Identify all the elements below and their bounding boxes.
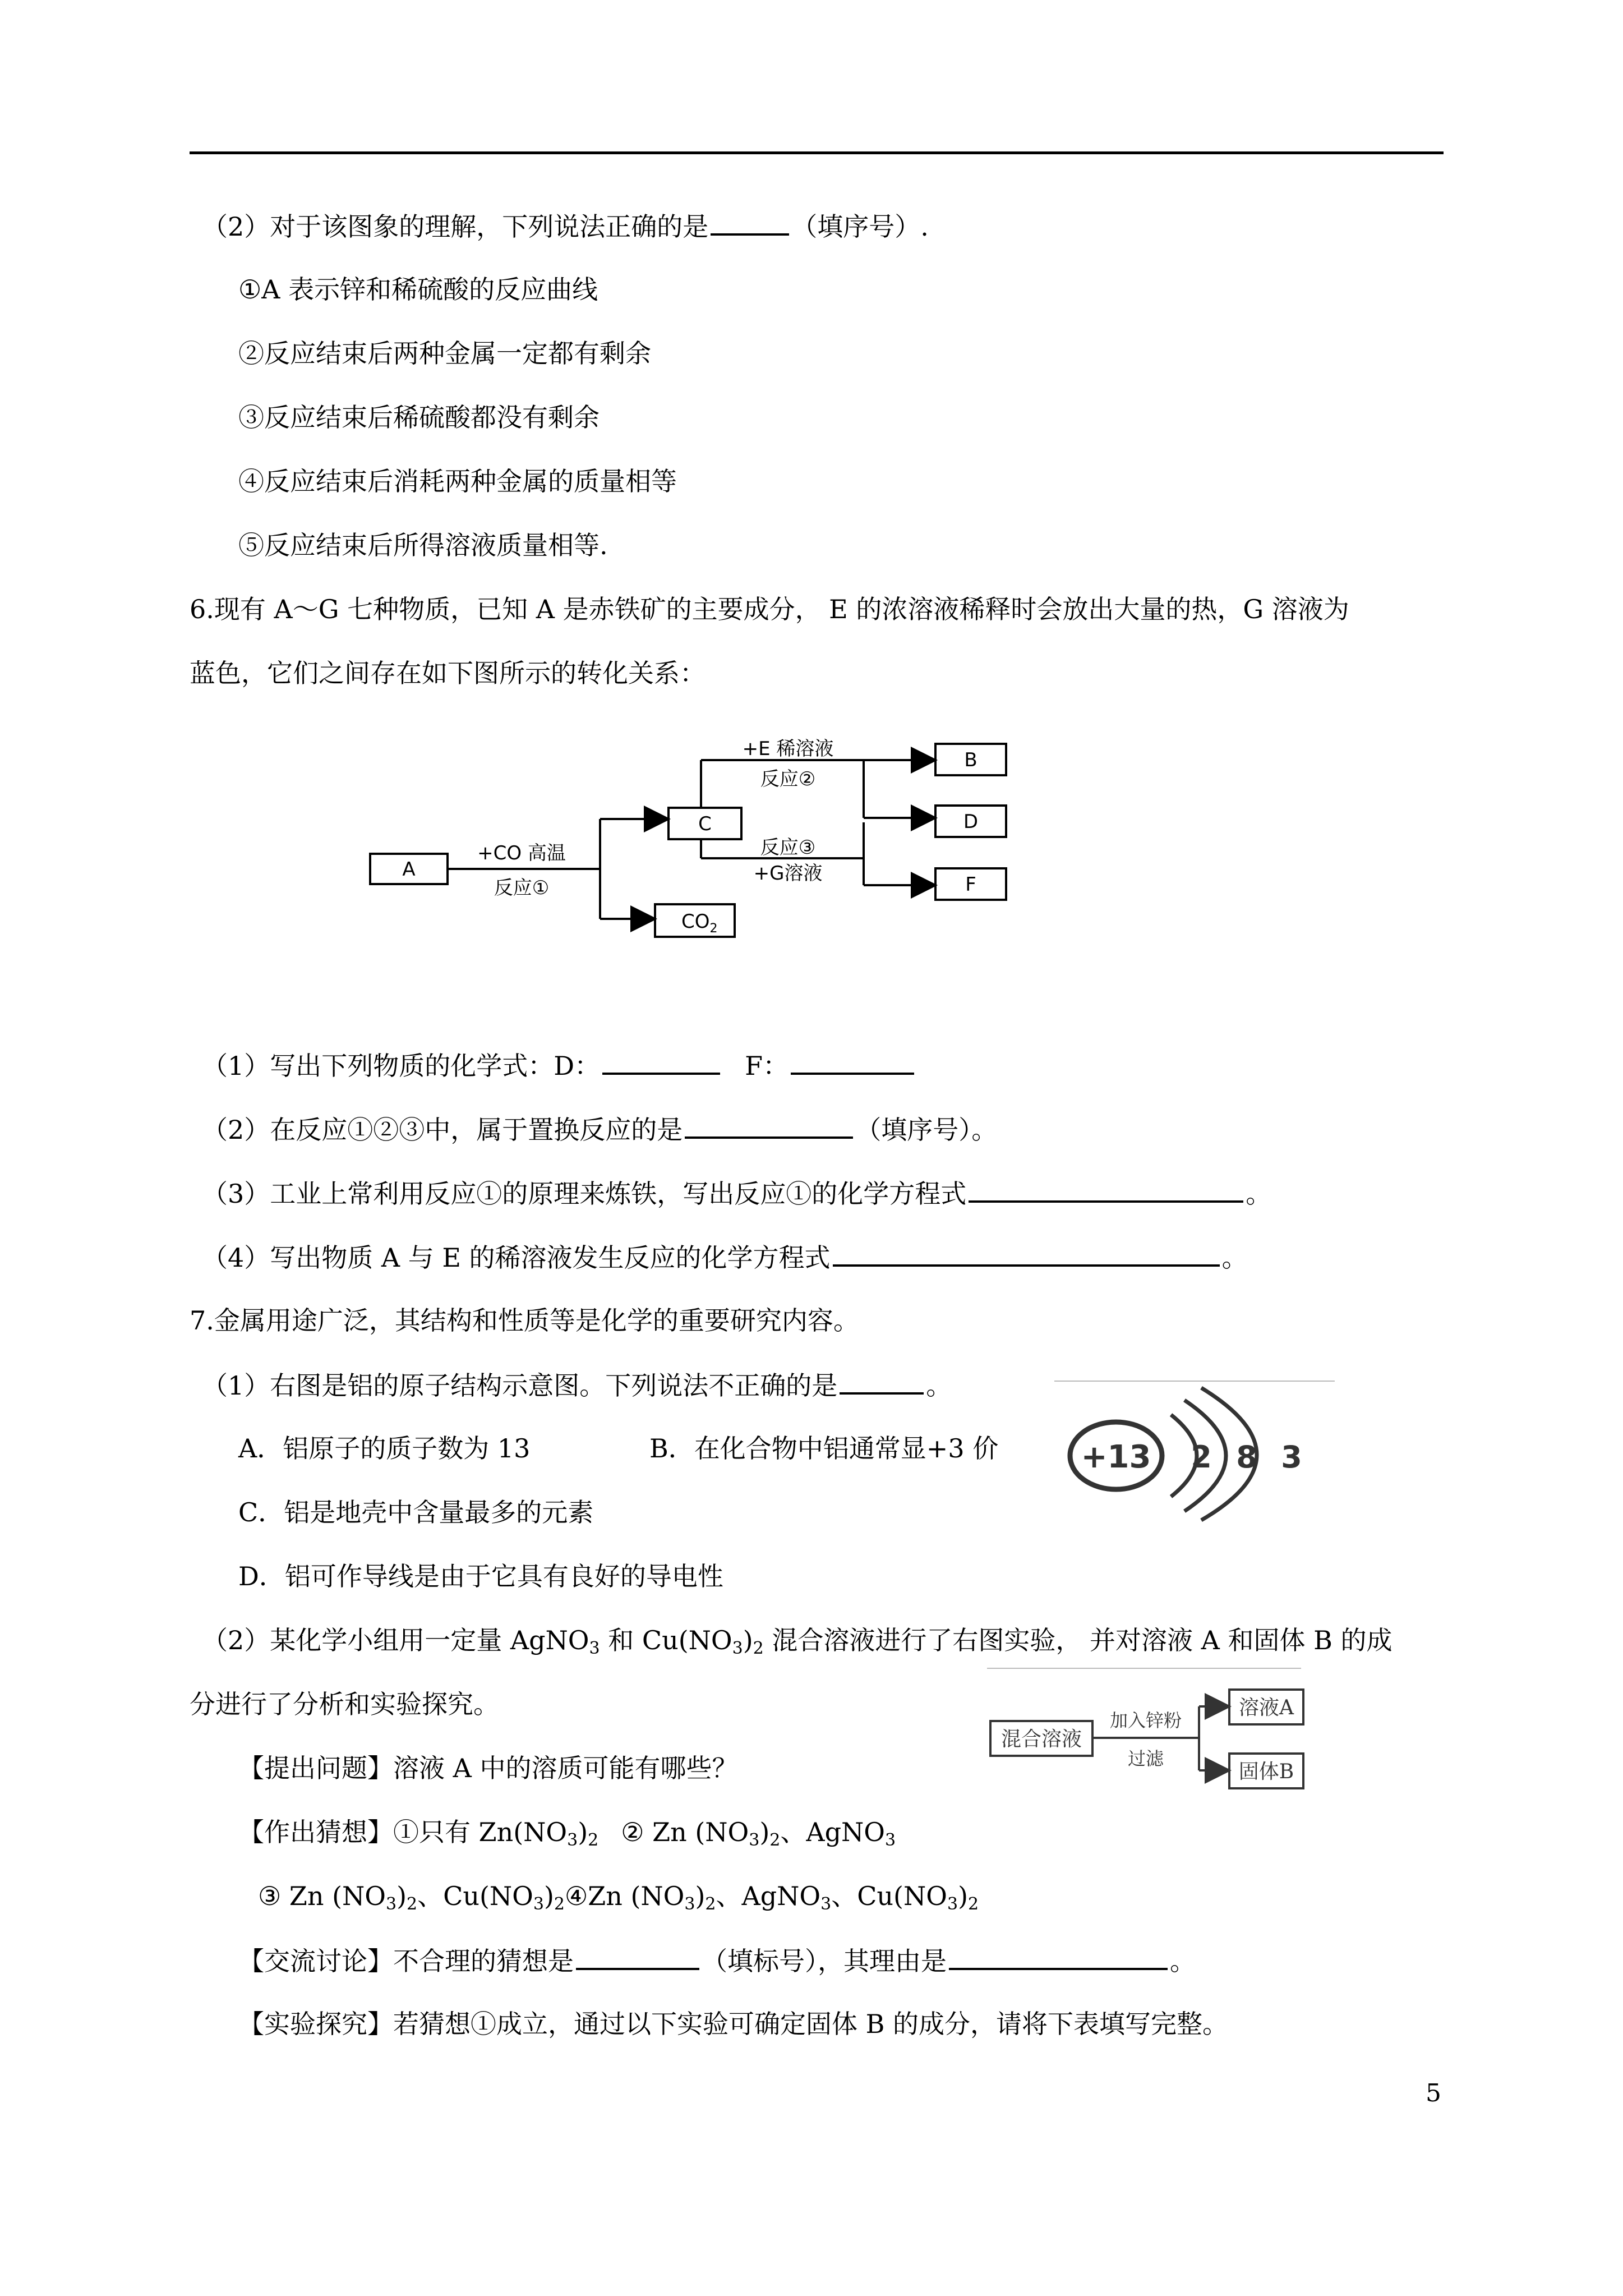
label-plus-g: +G溶液 bbox=[753, 862, 823, 885]
box-a-label: A bbox=[402, 858, 416, 881]
label-co-high-temp: +CO 高温 bbox=[477, 842, 566, 864]
mixed-solution-label: 混合溶液 bbox=[1000, 1728, 1082, 1751]
q7-discuss: 【交流讨论】不合理的猜想是 （填标号），其理由是 。 bbox=[238, 1943, 1196, 1978]
q5-option-5: ⑤反应结束后所得溶液质量相等. bbox=[238, 530, 608, 560]
nucleus-charge: +13 bbox=[1081, 1439, 1151, 1475]
q6-sub2: （2）在反应①②③中，属于置换反应的是 （填序号）。 bbox=[202, 1112, 997, 1147]
label-reaction-3: 反应③ bbox=[760, 836, 816, 859]
q7-guess-line2: ③ Zn $(NO_3)_2$、$Cu(NO_3)_2④Zn$ $(NO_3)_2$、AgNO$_3$、$Cu(NO_3)_2$ bbox=[258, 1881, 979, 1914]
q5-option-1: ①A 表示锌和稀硫酸的反应曲线 bbox=[238, 274, 598, 305]
box-f-label: F bbox=[965, 873, 976, 896]
shell-2-electrons: 8 bbox=[1236, 1439, 1257, 1475]
q7-sub2-line2: 分进行了分析和实验探究。 bbox=[190, 1689, 499, 1719]
q7-option-b: B．在化合物中铝通常显+3 价 bbox=[649, 1433, 999, 1464]
q6-sub1: （1）写出下列物质的化学式：D： F： bbox=[202, 1048, 916, 1083]
box-c-label: C bbox=[698, 813, 712, 835]
q7-explore: 【实验探究】若猜想①成立，通过以下实验可确定固体 B 的成分，请将下表填写完整。 bbox=[238, 2009, 1229, 2039]
label-plus-e: +E 稀溶液 bbox=[742, 738, 834, 760]
q7-option-c: C．铝是地壳中含量最多的元素 bbox=[238, 1497, 594, 1527]
answer-blank[interactable] bbox=[969, 1176, 1243, 1203]
label-reaction-2: 反应② bbox=[760, 768, 816, 790]
answer-blank-f[interactable] bbox=[791, 1048, 914, 1075]
answer-blank[interactable] bbox=[685, 1112, 853, 1139]
solid-b-label: 固体B bbox=[1238, 1760, 1294, 1783]
q6-intro-line2: 蓝色，它们之间存在如下图所示的转化关系： bbox=[190, 658, 706, 688]
shell-1-electrons: 2 bbox=[1191, 1439, 1212, 1475]
q6-sub3: （3）工业上常利用反应①的原理来炼铁，写出反应①的化学方程式 。 bbox=[202, 1176, 1271, 1211]
q5-option-4: ④反应结束后消耗两种金属的质量相等 bbox=[238, 466, 677, 496]
header-rule bbox=[190, 151, 1444, 154]
q6-sub4: （4）写出物质 A 与 E 的稀溶液发生反应的化学方程式 。 bbox=[202, 1240, 1248, 1274]
q7-option-a: A．铝原子的质子数为 13 bbox=[238, 1433, 531, 1464]
answer-blank-d[interactable] bbox=[602, 1048, 720, 1075]
solution-a-label: 溶液A bbox=[1239, 1696, 1294, 1719]
answer-blank[interactable] bbox=[833, 1240, 1220, 1267]
q7-option-d: D．铝可作导线是由于它具有良好的导电性 bbox=[238, 1561, 723, 1591]
add-zinc-label: 加入锌粉 bbox=[1109, 1710, 1182, 1731]
answer-blank[interactable] bbox=[840, 1368, 924, 1395]
conversion-diagram bbox=[359, 729, 1099, 942]
q5-option-3: ③反应结束后稀硫酸都没有剩余 bbox=[238, 402, 600, 432]
experiment-flow-diagram bbox=[987, 1666, 1324, 1806]
label-reaction-1: 反应① bbox=[494, 877, 550, 899]
answer-blank[interactable] bbox=[949, 1943, 1168, 1970]
q5-option-2: ②反应结束后两种金属一定都有剩余 bbox=[238, 338, 651, 369]
aluminum-atom-diagram bbox=[1054, 1380, 1346, 1526]
q7-sub1: （1）右图是铝的原子结构示意图。下列说法不正确的是 。 bbox=[202, 1368, 952, 1402]
box-b-label: B bbox=[964, 749, 978, 771]
box-co2-label: $CO_2$ bbox=[681, 910, 718, 936]
filter-label: 过滤 bbox=[1127, 1748, 1164, 1769]
q6-intro-line1: 6.现有 A～G 七种物质，已知 A 是赤铁矿的主要成分， E 的浓溶液稀释时会放出大量的热，G 溶液为 bbox=[190, 594, 1349, 624]
box-d-label: D bbox=[963, 811, 979, 833]
answer-blank[interactable] bbox=[576, 1943, 699, 1970]
q7-ask: 【提出问题】溶液 A 中的溶质可能有哪些？ bbox=[238, 1753, 738, 1783]
answer-blank[interactable] bbox=[711, 209, 789, 236]
page-number: 5 bbox=[1426, 2079, 1441, 2108]
q7-guess-line1: 【作出猜想】①只有 $Zn(NO_3)_2$ ② Zn $(NO_3)_2$、AgNO$_3$ bbox=[238, 1817, 896, 1850]
q7-sub2-line1: （2）某化学小组用一定量 AgNO$_3$ 和 $Cu(NO_3)_2$ 混合溶液进行了右图实验， 并对溶液 A 和固体 B 的成 bbox=[202, 1625, 1393, 1658]
q7-intro: 7.金属用途广泛，其结构和性质等是化学的重要研究内容。 bbox=[190, 1305, 859, 1336]
q5-2-stem: （2）对于该图象的理解，下列说法正确的是 （填序号）. bbox=[202, 209, 929, 243]
shell-3-electrons: 3 bbox=[1281, 1439, 1302, 1475]
